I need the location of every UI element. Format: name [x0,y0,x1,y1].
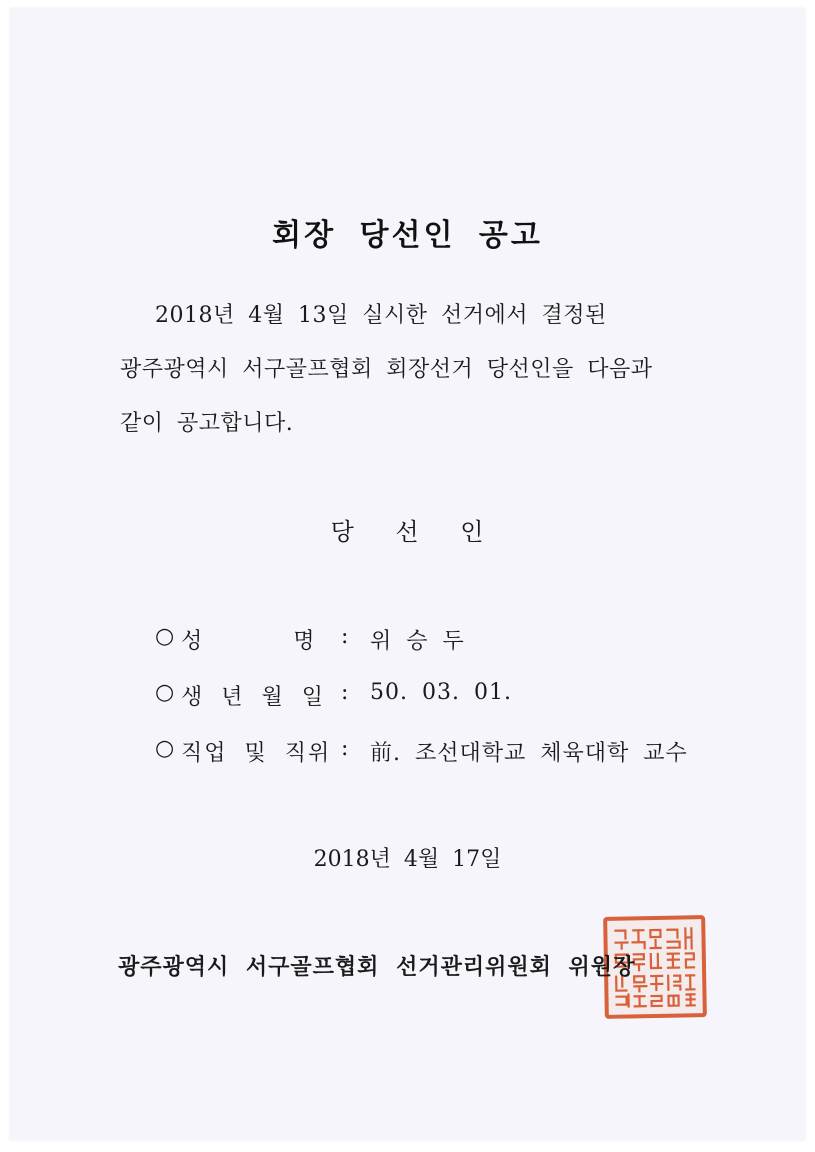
info-colon: : [341,680,349,705]
bullet-circle-icon: ○ [155,736,175,761]
info-row-name [155,624,535,656]
bullet-circle-icon: ○ [155,624,175,649]
info-label: 생 년 월 일 [181,685,325,710]
info-value: 위 승 두 [370,629,465,654]
info-label: 성 명 [181,629,317,654]
info-label: 직업 및 직위 [181,741,332,766]
paragraph-line-3: 같이 공고합니다. [120,411,294,436]
info-colon: : [341,736,349,761]
document-title: 회장 당선인 공고 [272,218,543,253]
info-value: 50. 03. 01. [370,680,512,705]
paragraph-line-1: 2018년 4월 13일 실시한 선거에서 결정된 [155,303,607,328]
bullet-circle-icon: ○ [155,680,175,705]
info-row-occupation [155,736,715,768]
paragraph-line-2: 광주광역시 서구골프협회 회장선거 당선인을 다음과 [120,357,653,382]
info-value: 前. 조선대학교 체육대학 교수 [370,741,688,766]
section-title: 당 선 인 [330,518,485,546]
info-row-birthdate [155,680,535,712]
info-colon: : [341,624,349,649]
announcement-date: 2018년 4월 17일 [313,847,502,872]
signer-name: 광주광역시 서구골프협회 선거관리위원회 위원장 [118,955,636,980]
